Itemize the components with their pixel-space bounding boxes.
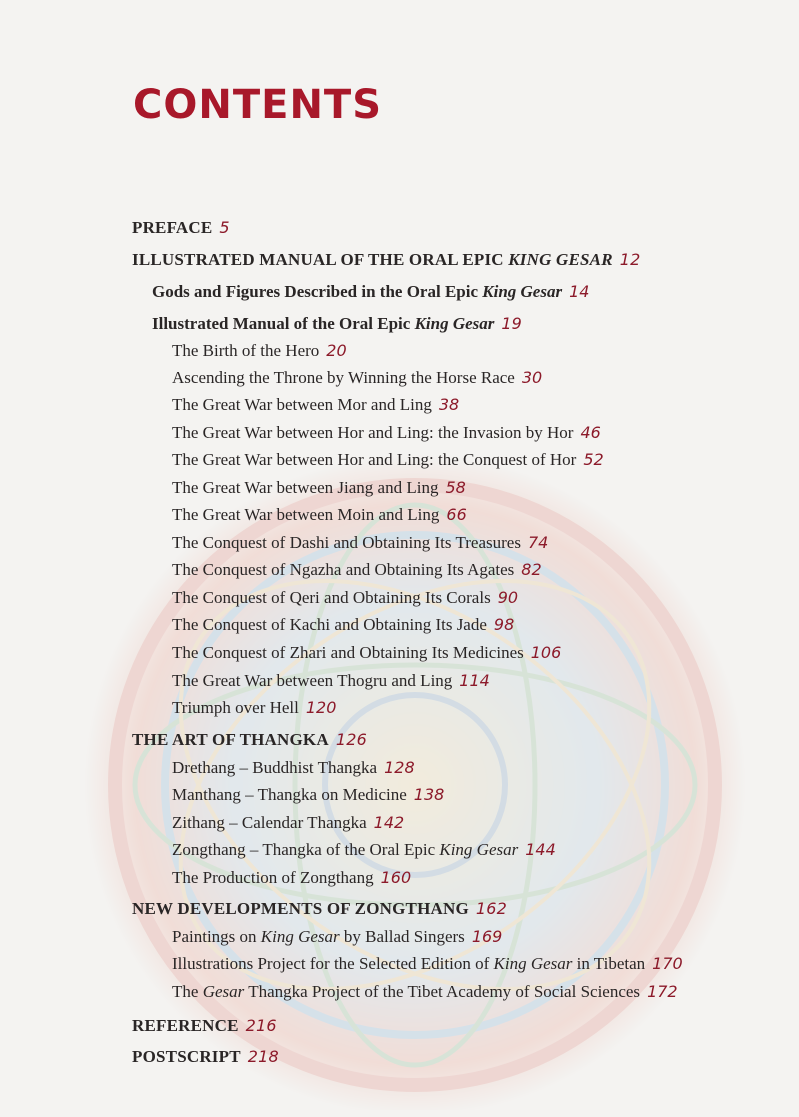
toc-page-number: 74 <box>527 533 549 552</box>
toc-page-number: 142 <box>373 813 405 832</box>
page-title: CONTENTS <box>133 82 383 128</box>
toc-entry-title: The Great War between Moin and Ling <box>172 505 440 524</box>
toc-entry-title: The Birth of the Hero <box>172 341 320 360</box>
toc-entry-title: The Great War between Mor and Ling <box>172 395 432 414</box>
toc-page-number: 160 <box>380 868 412 887</box>
toc-entry-title: The Conquest of Ngazha and Obtaining Its Agates <box>172 560 515 579</box>
toc-entry-italic-title: King Gesar <box>482 282 563 301</box>
toc-page-number: 20 <box>326 341 347 360</box>
toc-entry <box>132 731 367 748</box>
toc-entry-title: PREFACE <box>132 218 213 237</box>
toc-page-number: 170 <box>652 954 683 973</box>
toc-entry <box>172 928 502 945</box>
toc-entry-title: The Great War between Thogru and Ling <box>172 671 453 690</box>
toc-entry-title: POSTSCRIPT <box>132 1047 241 1066</box>
toc-entry-title-suffix: Thangka Project of the Tibet Academy of Social Sciences <box>244 982 641 1001</box>
toc-page-number: 5 <box>219 218 230 237</box>
toc-entry-italic-title: King Gesar <box>414 314 495 333</box>
toc-page-number: 90 <box>497 588 519 607</box>
toc-page-number: 46 <box>580 423 601 442</box>
toc-entry-title: Illustrations Project for the Selected Edition of <box>172 954 494 973</box>
toc-page-number: 128 <box>384 758 415 777</box>
toc-entry-title: The Great War between Hor and Ling: the Conquest of Hor <box>172 450 577 469</box>
toc-entry-title: Paintings on <box>172 927 261 946</box>
toc-entry <box>172 786 444 803</box>
toc-page-number: 169 <box>471 927 503 946</box>
toc-entry-title: The Conquest of Kachi and Obtaining Its Jade <box>172 615 487 634</box>
toc-entry <box>172 841 556 858</box>
toc-entry <box>152 283 589 300</box>
toc-page-number: 98 <box>493 615 515 634</box>
toc-page-number: 120 <box>305 698 337 717</box>
toc-entry-title: The Conquest of Qeri and Obtaining Its Corals <box>172 588 491 607</box>
toc-entry-title: Illustrated Manual of the Oral Epic <box>152 314 415 333</box>
toc-entry-title: The Production of Zongthang <box>172 868 374 887</box>
toc-page-number: 172 <box>647 982 678 1001</box>
toc-entry <box>132 900 507 917</box>
toc-page-number: 162 <box>475 899 508 918</box>
toc-entry <box>172 369 542 386</box>
toc-entry-title: The <box>172 982 203 1001</box>
toc-entry-title: Gods and Figures Described in the Oral Epic <box>152 282 483 301</box>
toc-entry <box>172 699 336 716</box>
toc-entry-title: Manthang – Thangka on Medicine <box>172 785 407 804</box>
toc-entry <box>172 589 518 606</box>
toc-entry <box>172 759 415 776</box>
toc-entry <box>172 814 404 831</box>
toc-page-number: 66 <box>446 505 467 524</box>
toc-entry <box>172 644 561 661</box>
toc-entry-italic-title: King Gesar <box>439 840 519 859</box>
toc-entry-title: Zongthang – Thangka of the Oral Epic <box>172 840 440 859</box>
toc-entry <box>172 451 604 468</box>
toc-page-number: 30 <box>521 368 543 387</box>
toc-page-number: 126 <box>335 730 367 749</box>
toc-entry <box>172 506 467 523</box>
toc-entry-title: The Conquest of Dashi and Obtaining Its Treasures <box>172 533 521 552</box>
toc-entry <box>132 219 230 236</box>
toc-entry-title-suffix: by Ballad Singers <box>339 927 465 946</box>
toc-page-number: 19 <box>501 314 522 333</box>
toc-entry-italic-title: Gesar <box>202 982 245 1001</box>
toc-entry <box>172 396 459 413</box>
toc-page-number: 58 <box>445 478 466 497</box>
toc-page-number: 14 <box>569 282 590 301</box>
toc-entry <box>172 983 678 1000</box>
toc-page-number: 138 <box>413 785 445 804</box>
toc-entry <box>132 1048 279 1065</box>
toc-page-number: 52 <box>583 450 604 469</box>
toc-entry-title: NEW DEVELOPMENTS OF ZONGTHANG <box>132 899 469 918</box>
toc-page-number: 144 <box>525 840 556 859</box>
toc-page-number: 106 <box>530 643 562 662</box>
toc-entry-title-suffix: in Tibetan <box>572 954 646 973</box>
toc-entry <box>132 251 641 268</box>
toc-entry <box>172 561 542 578</box>
toc-entry <box>172 955 683 972</box>
toc-entry <box>172 424 601 441</box>
toc-entry-title: The Great War between Hor and Ling: the Invasion by Hor <box>172 423 574 442</box>
toc-page-number: 12 <box>619 250 641 269</box>
toc-page-number: 38 <box>438 395 460 414</box>
toc-entry <box>172 672 490 689</box>
toc-entry-italic-title: King Gesar <box>260 927 340 946</box>
toc-entry <box>172 869 411 886</box>
toc-page-number: 82 <box>521 560 542 579</box>
toc-page-number: 216 <box>245 1016 277 1035</box>
toc-entry <box>152 315 522 332</box>
toc-page-number: 218 <box>247 1047 279 1066</box>
toc-entry-italic-title: King Gesar <box>493 954 573 973</box>
toc-entry <box>132 1017 277 1034</box>
toc-entry-title: THE ART OF THANGKA <box>132 730 329 749</box>
toc-entry-title: Ascending the Throne by Winning the Horse Race <box>172 368 515 387</box>
toc-entry-title: Triumph over Hell <box>172 698 299 717</box>
toc-entry-title: ILLUSTRATED MANUAL OF THE ORAL EPIC <box>132 250 509 269</box>
toc-entry-italic-title: KING GESAR <box>508 250 613 269</box>
toc-entry-title: The Great War between Jiang and Ling <box>172 478 439 497</box>
toc-entry-title: REFERENCE <box>132 1016 239 1035</box>
toc-entry <box>172 479 466 496</box>
toc-entry <box>172 342 347 359</box>
toc-entry <box>172 534 548 551</box>
toc-entry-title: The Conquest of Zhari and Obtaining Its Medicines <box>172 643 524 662</box>
toc-entry <box>172 616 514 633</box>
toc-entry-title: Drethang – Buddhist Thangka <box>172 758 378 777</box>
toc-entry-title: Zithang – Calendar Thangka <box>172 813 367 832</box>
toc-page-number: 114 <box>459 671 490 690</box>
